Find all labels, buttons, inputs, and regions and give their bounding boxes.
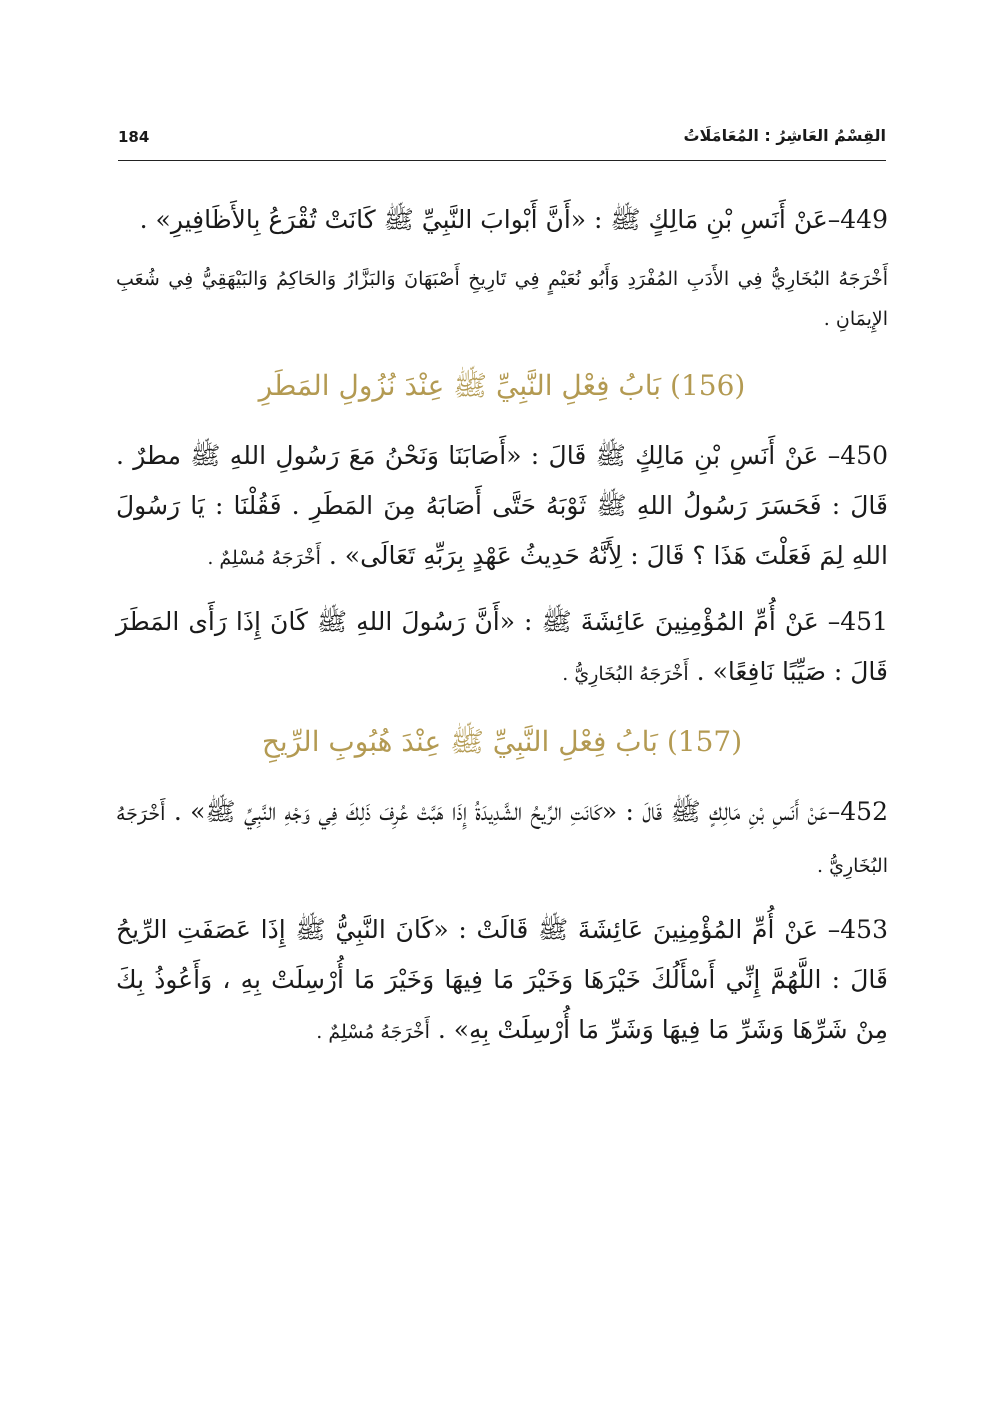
hadith-449: 449–عَنْ أَنَسِ بْنِ مَالِكٍ ﷺ : «أَنَّ أَبْوابَ النَّبِيِّ ﷺ كَانَتْ تُقْرَعُ بِالأَظَافِيرِ» .	[139, 205, 888, 234]
chapter-heading-157: (157) بَابُ فِعْلِ النَّبِيِّ ﷺ عِنْدَ هُبُوبِ الرِّيحِ	[261, 725, 743, 758]
hadith-453-text: 453– عَنْ أُمِّ المُؤْمِنِينَ عَائِشَةَ ﷺ قَالَتْ : «كَانَ النَّبِيُّ ﷺ إِذَا عَصَفَتِ الرِّيحُ قَالَ : اللَّهُمَّ إِنِّي أَسْأَلُكَ خَيْرَهَا وَخَيْرَ مَا فِيهَا وَخَيْرَ مَا أُرْسِلَتْ بِهِ ، وَأَعُوذُ بِكَ مِنْ شَرِّهَا وَشَرِّ مَا فِيهَا وَشَرِّ مَا أُرْسِلَتْ بِهِ» .	[116, 915, 888, 1044]
hadith-452-text: 452–عَنْ أَنَسِ بْنِ مَالِكٍ ﷺ قَالَ : «كَانَتِ الرِّيحُ الشَّدِيدَةُ إِذَا هَبَّتْ عُرِفَ ذَلِكَ فِي وَجْهِ النَّبِيِّ ﷺ» .	[173, 797, 888, 826]
hadith-451-source: أَخْرَجَهُ البُخَارِيُّ .	[562, 663, 689, 685]
hadith-450-text: 450– عَنْ أَنَسِ بْنِ مَالِكٍ ﷺ قَالَ : «أَصَابَنَا وَنَحْنُ مَعَ رَسُولِ اللهِ ﷺ مطرٌ . قَالَ : فَحَسَرَ رَسُولُ اللهِ ﷺ ثَوْبَهُ حَتَّى أَصَابَهُ مِنَ المَطَرِ . فَقُلْنَا : يَا رَسُولَ اللهِ لِمَ فَعَلْتَ هَذَا ؟ قَالَ : لِأَنَّهُ حَدِيثُ عَهْدٍ بِرَبِّهِ تَعَالَى» .	[116, 441, 888, 570]
hadith-451-text: 451– عَنْ أُمِّ المُؤْمِنِينَ عَائِشَةَ ﷺ : «أَنَّ رَسُولَ اللهِ ﷺ كَانَ إِذَا رَأَى المَطَرَ قَالَ : صَيِّبًا نَافِعًا» .	[116, 607, 888, 686]
hadith-450-source: أَخْرَجَهُ مُسْلِمٌ .	[207, 547, 321, 569]
page-number: 184	[118, 128, 150, 146]
hadith-453	[116, 905, 888, 1057]
hadith-452	[116, 787, 888, 891]
hadith-452-source: أَخْرَجَهُ البُخَارِيُّ .	[116, 803, 888, 877]
chapter-heading-156: (156) بَابُ فِعْلِ النَّبِيِّ ﷺ عِنْدَ نُزُولِ المَطَرِ	[258, 369, 746, 402]
page-header	[118, 118, 886, 161]
hadith-451	[116, 597, 888, 699]
hadith-449-source-note: أَخْرَجَهُ البُخَارِيُّ فِي الأَدَبِ المُفْرَدِ وَأَبُو نُعَيْمٍ فِي تَارِيخِ أَصْبَهَانَ وَالبَزَّارُ وَالحَاكِمُ وَالبَيْهَقِيُّ فِي شُعَبِ الإِيمَانِ .	[116, 268, 888, 330]
hadith-450	[116, 431, 888, 583]
hadith-453-source: أَخْرَجَهُ مُسْلِمٌ .	[316, 1021, 430, 1043]
page-body	[116, 195, 888, 1071]
section-title: القِسْمُ العَاشِرُ : المُعَامَلَاتُ	[683, 126, 886, 145]
